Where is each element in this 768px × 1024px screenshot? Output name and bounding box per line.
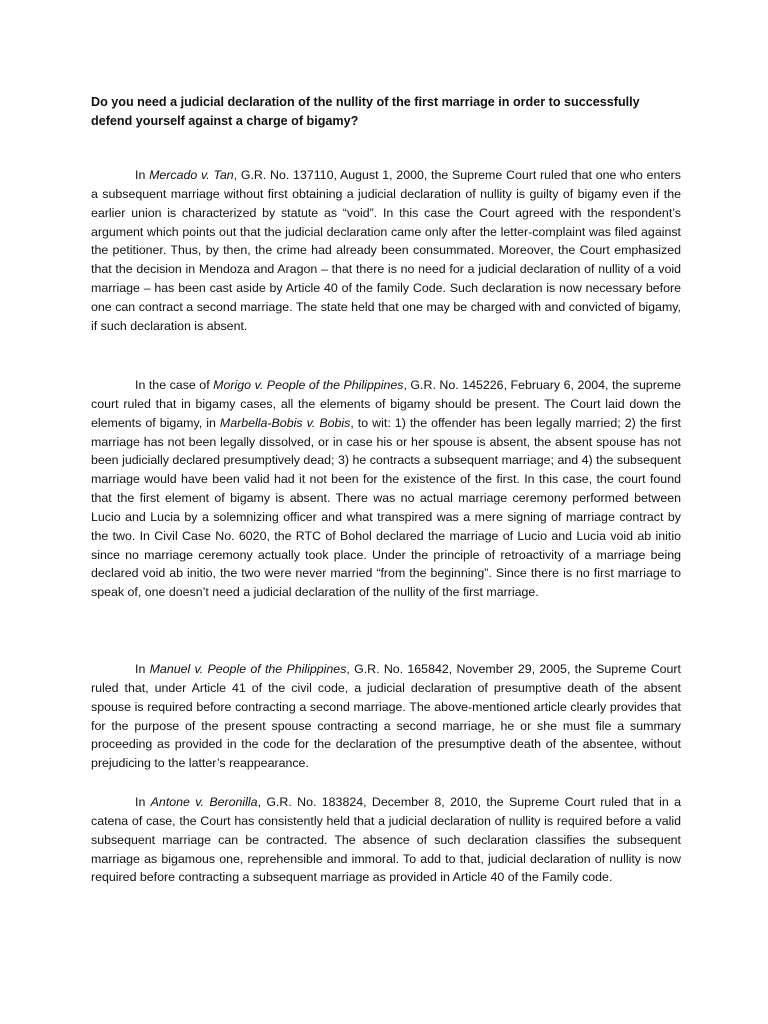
paragraph-text: , G.R. No. 145226, February 6, 2004, the supreme court ruled that in bigamy cases, all the elements of bigamy should be present. The Court laid down the elements of bigamy, in: [91, 378, 681, 430]
paragraph-lead: In: [135, 795, 151, 809]
case-name-antone-v-beronilla: Antone v. Beronilla: [150, 795, 258, 809]
paragraph-mercado: [91, 166, 681, 336]
paragraph-text: , G.R. No. 165842, November 29, 2005, the Supreme Court ruled that, under Article 41 of the civil code, a judicial declaration of presumptive death of the absent spouse is required before contracting a second marriage. The above-mentioned article clearly provides that for the purpose of the present spouse contracting a second marriage, he or she must file a summary proceeding as provided in the code for the declaration of the presumptive death of the absentee, without prejudicing to the latter’s reappearance.: [91, 662, 681, 771]
paragraph-lead: In the case of: [135, 378, 214, 392]
paragraph-morigo: [91, 376, 681, 602]
paragraph-lead: In: [135, 662, 150, 676]
case-name-mercado-v-tan: Mercado v. Tan: [149, 168, 234, 182]
paragraph-lead: In: [135, 168, 150, 182]
paragraph-manuel: [91, 660, 681, 773]
paragraph-text: , G.R. No. 137110, August 1, 2000, the Supreme Court ruled that one who enters a subsequent marriage without first obtaining a judicial declaration of nullity is guilty of bigamy even if the earlier union is characterized by statute as “void”. In this case the Court agreed with the respondent’s argument which points out that the judicial declaration came only after the letter-complaint was filed against the petitioner. Thus, by then, the crime had already been consummated. Moreover, the Court emphasized that the decision in Mendoza and Aragon – that there is no need for a judicial declaration of nullity of a void marriage – has been cast aside by Article 40 of the family Code. Such declaration is now necessary before one can contract a second marriage. The state held that one may be charged with and convicted of bigamy, if such declaration is absent.: [91, 168, 681, 333]
paragraph-antone: [91, 793, 681, 887]
case-name-manuel: Manuel v. People of the Philippines: [149, 662, 347, 676]
paragraph-text: , to wit: 1) the offender has been legally married; 2) the first marriage has not been legally dissolved, or in case his or her spouse is absent, the absent spouse has not been judicially declared presumptively dead; 3) he contracts a subsequent marriage; and 4) the subsequent marriage would have been valid had it not been for the existence of the first. In this case, the court found that the first element of bigamy is absent. There was no actual marriage ceremony performed between Lucio and Lucia by a solemnizing officer and what transpired was a mere signing of marriage contract by the two. In Civil Case No. 6020, the RTC of Bohol declared the marriage of Lucio and Lucia void ab initio since no marriage ceremony actually took place. Under the principle of retroactivity of a marriage being declared void ab initio, the two were never married “from the beginning”. Since there is no first marriage to speak of, one doesn’t need a judicial declaration of the nullity of the first marriage.: [91, 415, 681, 600]
paragraph-text: , G.R. No. 183824, December 8, 2010, the Supreme Court ruled that in a catena of case, the Court has consistently held that a judicial declaration of nullity is required before a valid subsequent marriage can be contracted. The absence of such declaration classifies the subsequent marriage as bigamous one, reprehensible and immoral. To add to that, judicial declaration of nullity is now required before contracting a subsequent marriage as provided in Article 40 of the Family code.: [91, 795, 681, 885]
case-name-morigo: Morigo v. People of the Philippines: [213, 378, 404, 392]
document-heading: Do you need a judicial declaration of the nullity of the first marriage in order to successfully defend yourself against a charge of bigamy?: [91, 95, 640, 128]
case-name-marbella-bobis: Marbella-Bobis v. Bobis: [219, 415, 351, 430]
